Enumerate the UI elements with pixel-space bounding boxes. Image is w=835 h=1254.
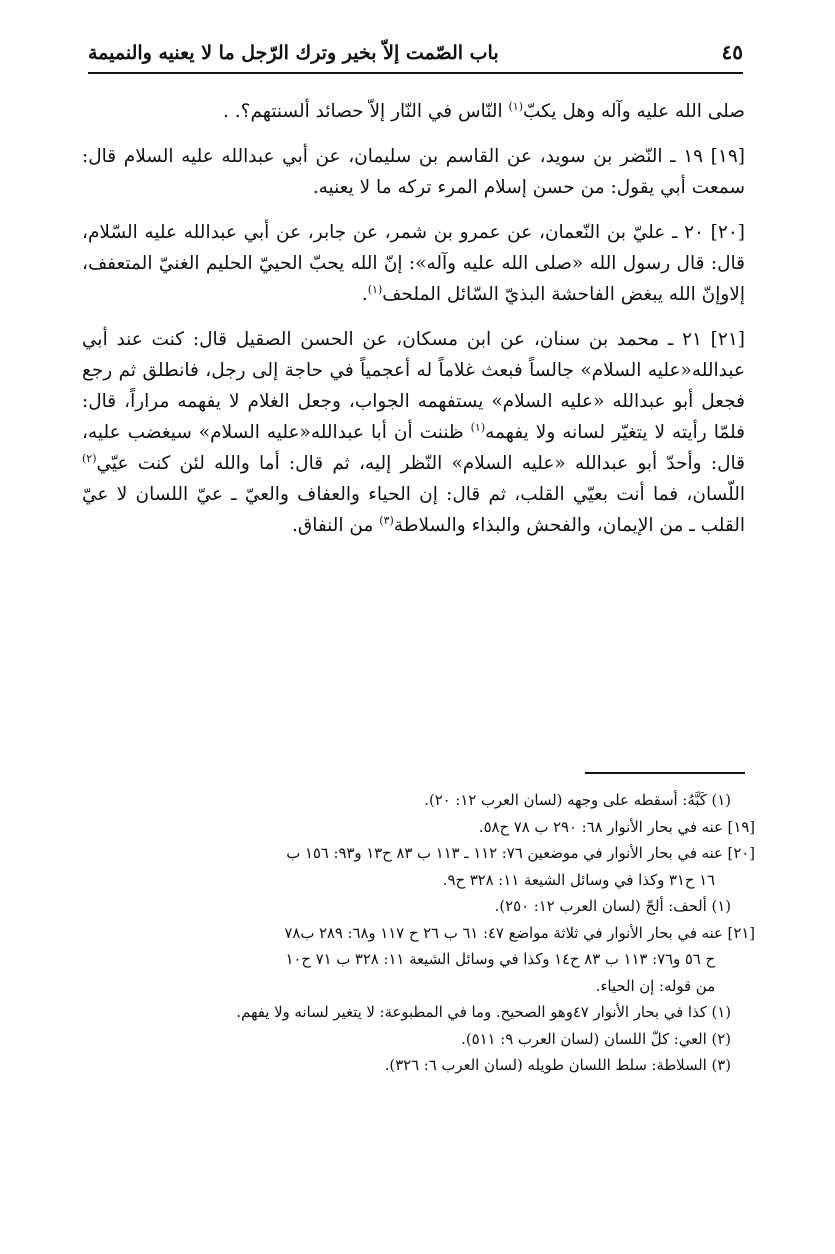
footnote: (١) ألحف: ألحّ (لسان العرب ١٢: ٢٥٠). <box>494 898 731 915</box>
text-run: . <box>361 284 368 305</box>
footnote: (٢) العي: كلّ اللسان (لسان العرب ٩: ٥١١). <box>461 1030 731 1048</box>
source-note: [٢١] عنه في بحار الأنوار في ثلاثة مواضع ٤٧: ٦١ ب ٢٦ ح ١١٧ و٦٨: ٢٨٩ ب٧٨ <box>284 924 755 942</box>
footnote-separator <box>585 772 745 774</box>
running-header <box>88 28 743 74</box>
footnote: (١) كَبَّهُ: أسقطه على وجهه (لسان العرب ١٢: ٢٠). <box>424 792 731 809</box>
text-run: [٢٠] ٢٠ ـ عليّ بن النّعمان، عن عمرو بن شمر، عن جابر، عن أبي عبدالله عليه السّلام، قال: قال رسول الله «صلى الله عليه وآله»: إنّ الله يحبّ الحييّ الحليم الغنيّ المتعفف، إلاوإنّ الله يبغض الفاحشة البذيّ السّائل الملحف <box>82 222 745 305</box>
source-note: [١٩] عنه في بحار الأنوار ٦٨: ٢٩٠ ب ٧٨ ح٥٨. <box>478 818 755 836</box>
chapter-title: باب الصّمت إلاّ بخير وترك الرّجل ما لا يعنيه والنميمة <box>88 42 499 64</box>
text-run: [٢١] ٢١ ـ محمد بن سنان، عن ابن مسكان، عن الحسن الصقيل قال: كنت عند أبي عبدالله«عليه السلام» جالساً فبعث غلاماً له أعجمياً في حاجة إلى رجل، فانطلق ثم رجع فجعل أبو عبدالله «عليه السلام» يستفهمه الجواب، وجعل الغلام لا يفهمه مراراً، قال: فلمّا رأيته لا يتغيّر لسانه ولا يفهمه <box>82 329 745 443</box>
footnotes <box>82 788 755 1080</box>
text-run: اللّسان، فما أنت بعيّي القلب، ثم قال: إن الحياء والعفاف والعيّ ـ عيّ اللسان لا عيّ القلب ـ من الإيمان، والفحش والبذاء والسلاطة <box>82 484 745 536</box>
page-number: ٤٥ <box>721 40 743 64</box>
main-text <box>82 96 745 555</box>
footnote: (٣) السلاطة: سلط اللسان طويله (لسان العرب ٦: ٣٢٦). <box>384 1057 731 1074</box>
paragraph-continuation <box>82 96 745 127</box>
footnote-marker: (٣) <box>379 513 394 527</box>
text-run: ظننت أن أبا عبدالله«عليه السلام» سيغضب عليه، قال: وأحدّ أبو عبدالله «عليه السلام» النّظر إليه، ثم قال: أما والله لئن كنت عيّي <box>82 422 745 474</box>
hadith-19 <box>82 141 745 203</box>
footnote-marker: (٢) <box>82 451 97 465</box>
footnote-marker: (١) <box>470 420 486 434</box>
footnote: (١) كذا في بحار الأنوار ٤٧وهو الصحيح. وما في المطبوعة: لا يتغير لسانه ولا يفهم. <box>236 1004 731 1021</box>
text-run: النّاس في النّار إلاّ حصائد ألسنتهم؟. . <box>223 101 509 122</box>
footnote-marker: (١) <box>367 282 383 296</box>
footnote-marker: (١) <box>508 99 523 113</box>
source-note-cont: من قوله: إن الحياء. <box>595 977 715 995</box>
text-run: [١٩] ١٩ ـ النّضر بن سويد، عن القاسم بن سليمان، عن أبي عبدالله عليه السلام قال: سمعت أبي يقول: من حسن إسلام المرء تركه ما لا يعنيه. <box>82 146 745 198</box>
text-run: من النفاق. <box>291 515 380 536</box>
source-note-cont: ١٦ ح٣١ وكذا في وسائل الشيعة ١١: ٣٢٨ ح٩. <box>442 871 715 889</box>
text-run: صلى الله عليه وآله وهل يكبّ <box>523 101 745 122</box>
hadith-20 <box>82 217 745 310</box>
hadith-21 <box>82 324 745 541</box>
source-note-cont: ح ٥٦ و٧٦: ١١٣ ب ٨٣ ح١٤ وكذا في وسائل الشيعة ١١: ٣٢٨ ب ٧١ ح١٠ <box>285 951 715 968</box>
source-note: [٢٠] عنه في بحار الأنوار في موضعين ٧٦: ١١٢ ـ ١١٣ ب ٨٣ ح١٣ و٩٣: ١٥٦ ب <box>286 845 755 862</box>
